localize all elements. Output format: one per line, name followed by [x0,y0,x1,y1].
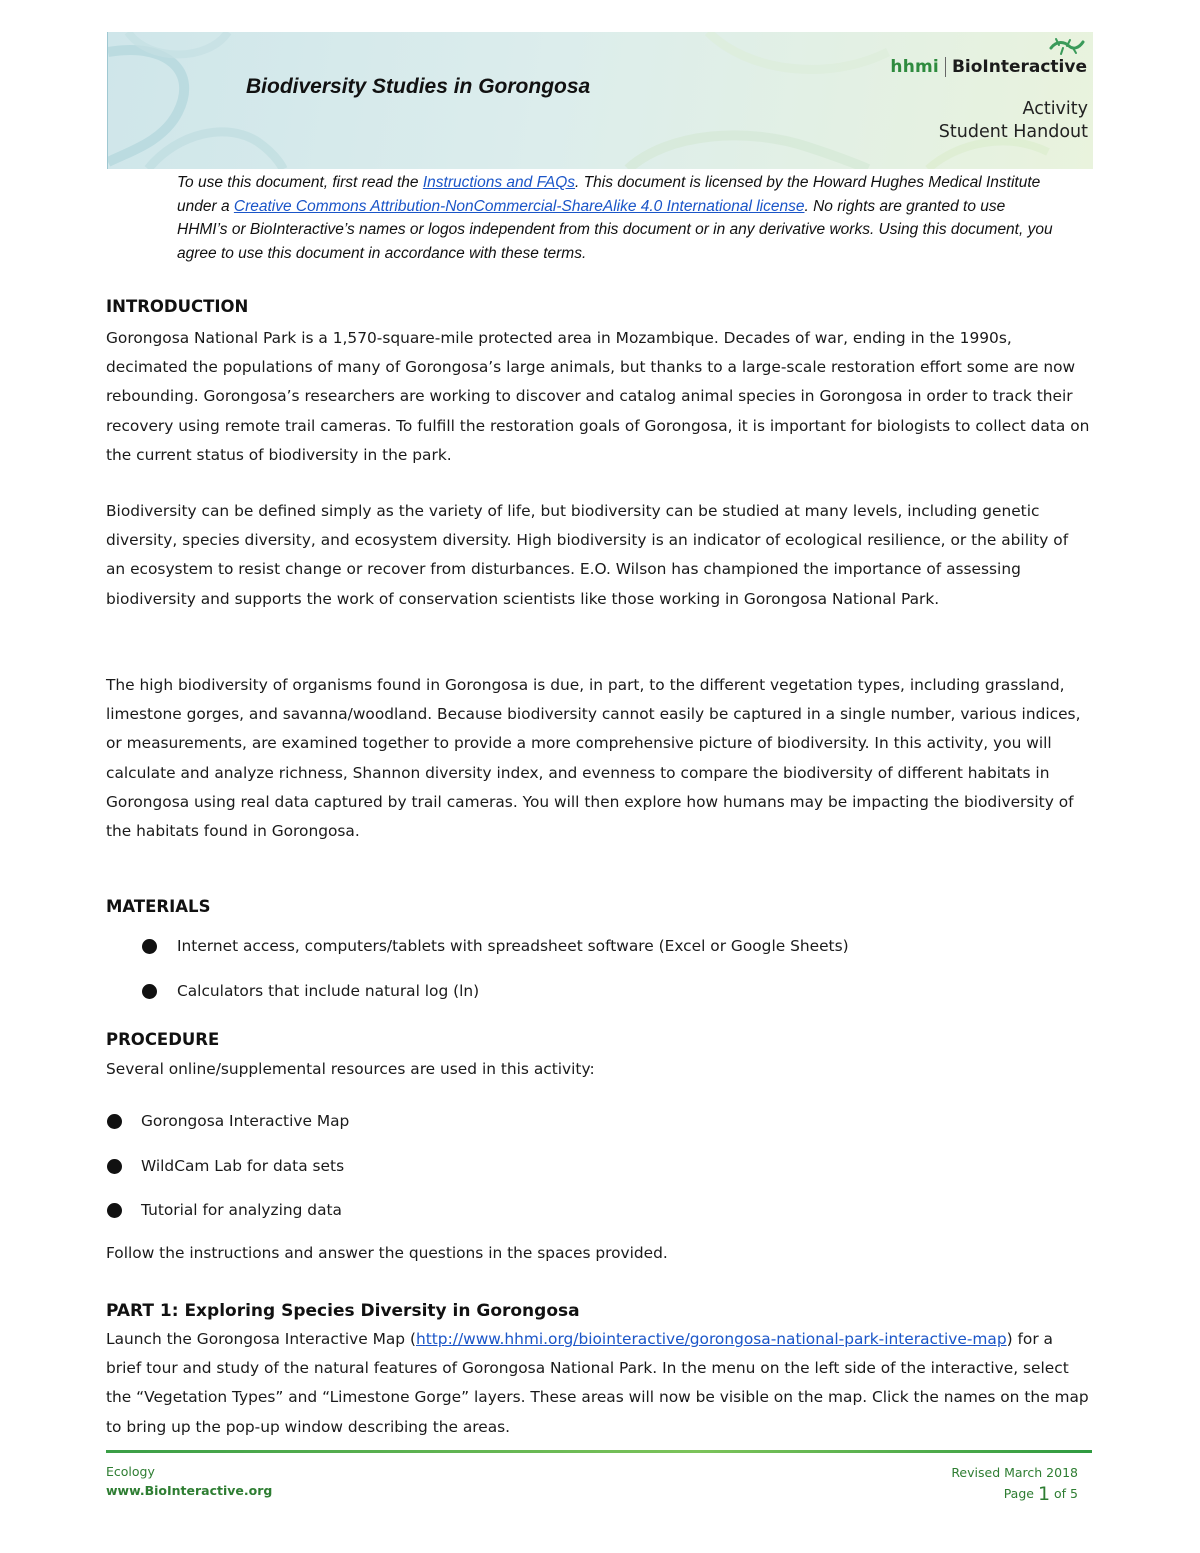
hhmi-biointeractive-logo [890,54,1087,80]
part1-paragraph [106,1325,1091,1442]
bullet-icon [142,939,157,954]
footer-page-number: Page 1 of 5 [1003,1483,1078,1505]
doc-type-activity: Activity [1022,99,1088,119]
introduction-paragraph-1: Gorongosa National Park is a 1,570-square-mile protected area in Mozambique. Decades of war, ending in the 1990s, decimated the populations of many of Gorongosa’s large animals, but thanks to a large-scale restoration effort some are now rebounding. Gorongosa’s researchers are working to discover and catalog animal species in Gorongosa in order to track their recovery using remote trail cameras. To fulfill the restoration goals of Gorongosa, it is important for biologists to collect data on the current status of biodiversity in the park. [106,329,1090,464]
introduction-heading: INTRODUCTION [106,297,249,316]
header-banner [107,32,1093,169]
bullet-icon [107,1203,122,1218]
license-text-1: To use this document, first read the [177,174,423,191]
part1-text-1: Launch the Gorongosa Interactive Map ( [106,1330,416,1348]
procedure-follow-text: Follow the instructions and answer the questions in the spaces provided. [106,1244,668,1262]
doc-type-student-handout: Student Handout [938,122,1088,142]
footer-subject: Ecology [106,1464,155,1479]
bullet-icon [142,984,157,999]
license-text-3: . No rights are granted to use HHMI’s or BioInteractive’s names or logos independent from this document or in any derivative works. Using this document, you agree to use this document in accordance with these terms. [177,197,1053,262]
procedure-intro: Several online/supplemental resources are used in this activity: [106,1060,595,1078]
footer-website-link[interactable]: www.BioInteractive.org [106,1483,273,1498]
bullet-icon [107,1159,122,1174]
list-item: Gorongosa Interactive Map [107,1111,807,1156]
footer-right [951,1462,1078,1505]
list-item: Tutorial for analyzing data [107,1200,807,1245]
part1-text-2: ) for a brief tour and study of the natural features of Gorongosa National Park. In the menu on the left side of the interactive, select the “Vegetation Types” and “Limestone Gorge” layers. These areas will now be visible on the map. Click the names on the map to bring up the pop-up window describing the areas. [106,1330,1089,1436]
logo-divider [945,57,946,77]
resources-list [107,1111,807,1245]
document-type [939,98,1088,144]
part1-heading: PART 1: Exploring Species Diversity in Gorongosa [106,1301,580,1321]
document-title: Biodiversity Studies in Gorongosa [246,75,591,98]
license-note [177,171,1057,265]
logo-biointeractive-text: BioInteractive [951,57,1087,77]
logo-hhmi-text: hhmi [890,57,939,77]
instructions-faqs-link[interactable]: Instructions and FAQs [422,174,576,191]
footer-divider [106,1450,1092,1453]
lizard-logo-icon [1049,36,1085,56]
procedure-heading: PROCEDURE [106,1030,220,1049]
list-item: WildCam Lab for data sets [107,1156,807,1201]
introduction-paragraph-3: The high biodiversity of organisms found in Gorongosa is due, in part, to the different vegetation types, including grassland, limestone gorges, and savanna/woodland. Because biodiversity cannot easily be captured in a single number, various indices, or measurements, are examined together to provide a more comprehensive picture of biodiversity. In this activity, you will calculate and analyze richness, Shannon diversity index, and evenness to compare the biodiversity of different habitats in Gorongosa using real data captured by trail cameras. You will then explore how humans may be impacting the biodiversity of the habitats found in Gorongosa. [106,676,1081,841]
list-item: Internet access, computers/tablets with spreadsheet software (Excel or Google Sheets) [142,936,1092,981]
footer-left [106,1462,272,1500]
bullet-icon [107,1114,122,1129]
creative-commons-license-link[interactable]: Creative Commons Attribution-NonCommercial-ShareAlike 4.0 International license [233,197,805,215]
materials-heading: MATERIALS [106,897,211,916]
materials-list [142,936,1092,1025]
footer-revised-date: Revised March 2018 [951,1465,1078,1480]
list-item: Calculators that include natural log (ln) [142,981,1092,1026]
interactive-map-link[interactable]: http://www.hhmi.org/biointeractive/gorongosa-national-park-interactive-map [415,1330,1007,1348]
license-text-2: . This document is licensed by the Howard Hughes Medical Institute under a [177,174,1041,215]
introduction-paragraph-2: Biodiversity can be defined simply as the variety of life, but biodiversity can be studied at many levels, including genetic diversity, species diversity, and ecosystem diversity. High biodiversity is an indicator of ecological resilience, or the ability of an ecosystem to resist change or recover from disturbances. E.O. Wilson has championed the importance of assessing biodiversity and supports the work of conservation scientists like those working in Gorongosa National Park. [106,502,1069,608]
